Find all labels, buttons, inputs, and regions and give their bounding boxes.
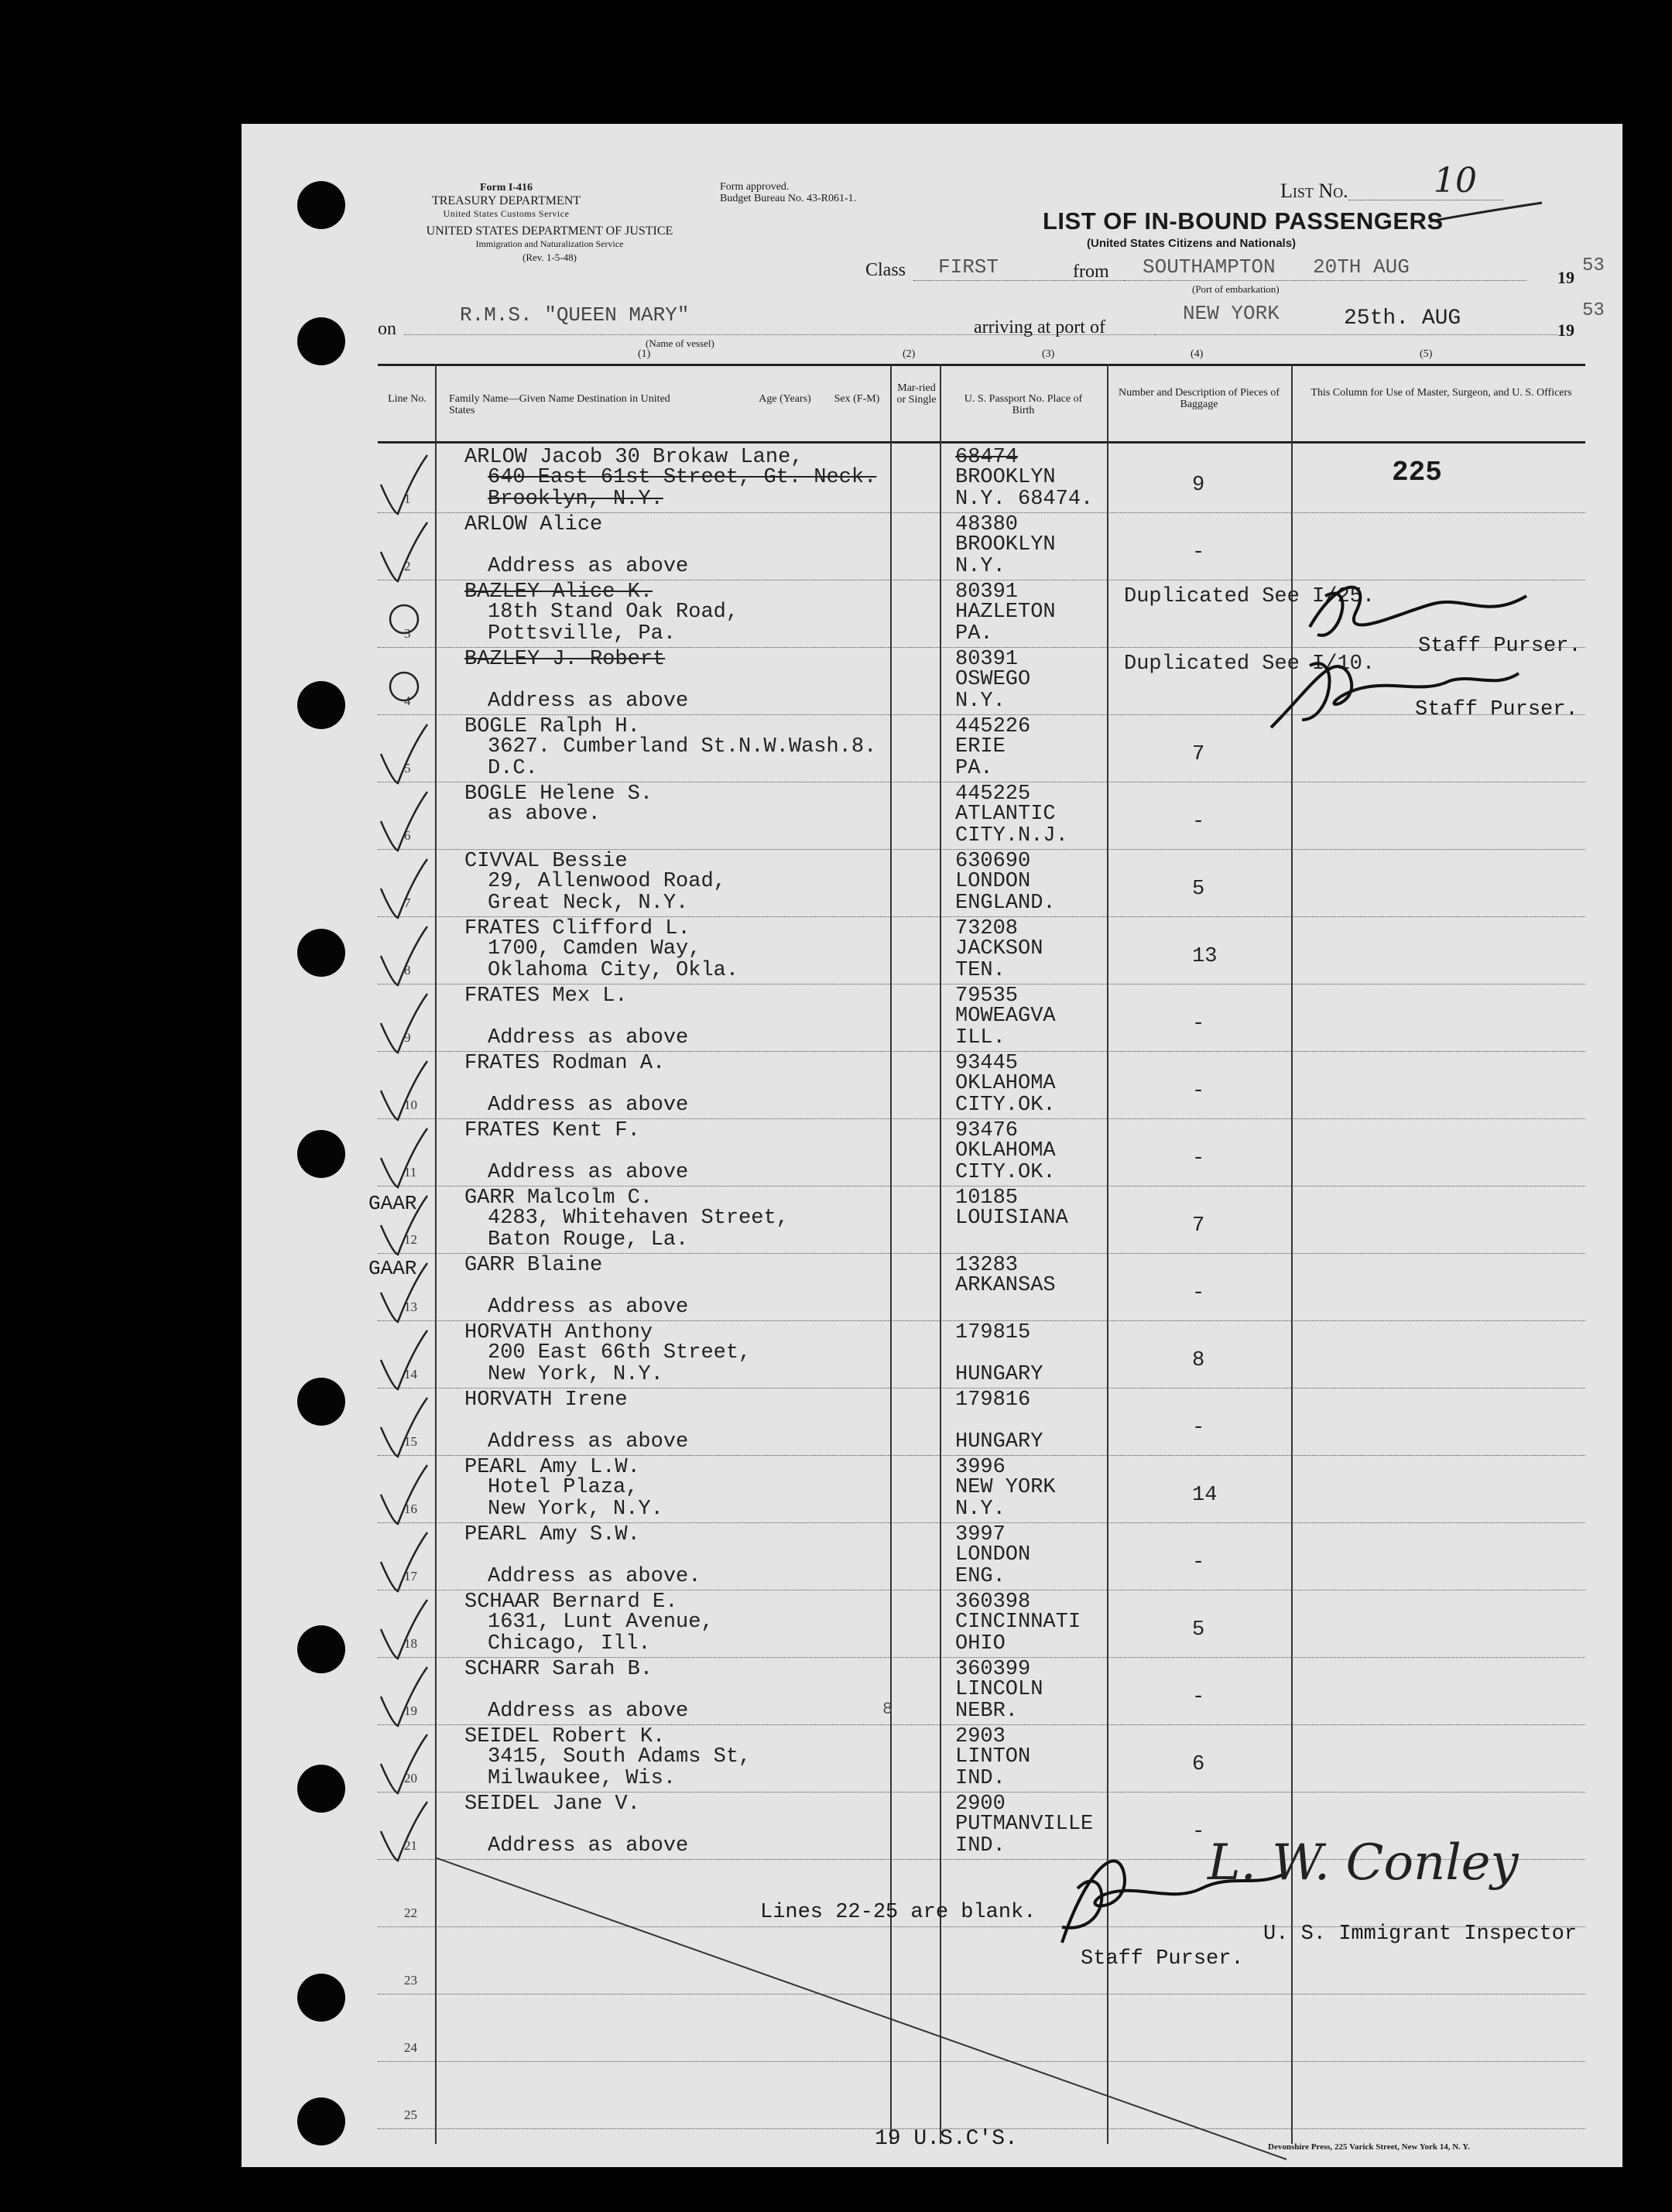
name-correction: GAAR xyxy=(368,1257,417,1280)
vessel-note: (Name of vessel) xyxy=(646,337,714,349)
birth-place: LONDON xyxy=(955,870,1031,893)
baggage-count: - xyxy=(1192,541,1205,564)
birth-place: OSWEGO xyxy=(955,668,1031,691)
passenger-name: GARR Malcolm C. xyxy=(464,1186,653,1210)
line-number: 18 xyxy=(404,1636,417,1651)
line-number: 5 xyxy=(404,761,411,776)
baggage-count: 13 xyxy=(1192,945,1218,968)
passport-number: 93445 xyxy=(955,1052,1019,1075)
address-line: 640 East 61st Street, Gt. Neck. xyxy=(488,466,877,489)
birth-place: IND. xyxy=(955,1834,1006,1858)
table-row xyxy=(242,1725,1622,1793)
birth-place: ILL. xyxy=(955,1026,1006,1050)
line-number: 4 xyxy=(404,693,411,708)
address-line: as above. xyxy=(488,803,601,826)
line-number: 8 xyxy=(404,963,411,978)
table-row xyxy=(242,850,1622,917)
check-mark xyxy=(373,588,435,650)
form-subtitle: (United States Citizens and Nationals) xyxy=(1087,237,1297,250)
address-line: Address as above xyxy=(488,1834,689,1858)
passenger-name: SCHAAR Bernard E. xyxy=(464,1591,678,1614)
class-label: Class xyxy=(865,260,906,280)
header-officers: This Column for Use of Master, Surgeon, and U. S. Officers xyxy=(1311,387,1572,399)
line-number: 23 xyxy=(404,1973,417,1988)
birth-place: NEW YORK xyxy=(955,1476,1056,1499)
check-mark xyxy=(373,1396,435,1458)
depart-date: 20TH AUG xyxy=(1313,255,1410,279)
staff-purser-note: Staff Purser. xyxy=(1415,698,1578,721)
passport-number: 48380 xyxy=(955,513,1019,536)
header-passport: U. S. Passport No. Place of Birth xyxy=(964,393,1083,416)
line-number: 24 xyxy=(404,2040,417,2055)
form-title: LIST OF IN-BOUND PASSENGERS xyxy=(1043,207,1444,235)
passenger-name: FRATES Kent F. xyxy=(464,1119,640,1142)
address-line: Address as above xyxy=(488,1161,689,1184)
baggage-count: 7 xyxy=(1192,1214,1205,1238)
from-label: from xyxy=(1073,262,1109,282)
address-line: Chicago, Ill. xyxy=(488,1632,651,1656)
address-line: Address as above xyxy=(488,1700,689,1723)
column-number: (1) xyxy=(638,348,651,360)
baggage-count: 7 xyxy=(1192,743,1205,766)
passenger-name: PEARL Amy L.W. xyxy=(464,1456,640,1479)
form-number: Form I-416 xyxy=(479,182,533,193)
inspector-signature: L. W. Conley xyxy=(1208,1834,1519,1892)
birth-place: LOUISIANA xyxy=(955,1207,1068,1230)
header-age: Age (Years) xyxy=(759,393,811,405)
printer-line: Devonshire Press, 225 Varick Street, New York 14, N. Y. xyxy=(1268,2142,1470,2152)
passenger-name: HORVATH Irene xyxy=(464,1388,628,1412)
address-line: Brooklyn, N.Y. xyxy=(488,488,663,511)
line-number: 11 xyxy=(404,1165,417,1180)
address-line: 1631, Lunt Avenue, xyxy=(488,1611,714,1634)
birth-place: HAZLETON xyxy=(955,601,1056,624)
line-number: 14 xyxy=(404,1367,417,1382)
table-row xyxy=(242,1186,1622,1254)
address-line: Address as above. xyxy=(488,1565,701,1588)
address-line: D.C. xyxy=(488,757,538,780)
address-line: Address as above xyxy=(488,555,689,578)
birth-place: JACKSON xyxy=(955,937,1043,960)
address-line: 1700, Camden Way, xyxy=(488,937,701,960)
table-row xyxy=(242,917,1622,984)
passport-number: 2903 xyxy=(955,1725,1006,1748)
passport-number: 3996 xyxy=(955,1456,1006,1479)
arriving-label: arriving at port of xyxy=(974,317,1105,337)
arrival-date: 25th. AUG xyxy=(1344,306,1461,330)
check-mark xyxy=(373,1598,435,1660)
passenger-name: SEIDEL Robert K. xyxy=(464,1725,666,1748)
check-mark xyxy=(373,925,435,987)
baggage-count: 5 xyxy=(1192,878,1205,901)
check-mark xyxy=(373,790,435,852)
passport-number: 360398 xyxy=(955,1591,1031,1614)
passenger-name: BAZLEY Alice K. xyxy=(464,580,653,604)
birth-place: CITY.OK. xyxy=(955,1094,1056,1117)
baggage-count: - xyxy=(1192,1012,1205,1036)
embark-note: (Port of embarkation) xyxy=(1192,283,1280,295)
birth-place: OHIO xyxy=(955,1632,1006,1656)
header-bottom-border xyxy=(378,441,1585,443)
passenger-name: GARR Blaine xyxy=(464,1254,603,1277)
baggage-count: - xyxy=(1192,1282,1205,1305)
address-line: Address as above xyxy=(488,1094,689,1117)
check-mark xyxy=(373,1666,435,1727)
birth-place: N.Y. xyxy=(955,555,1006,578)
passenger-name: BOGLE Helene S. xyxy=(464,782,653,806)
address-line: Great Neck, N.Y. xyxy=(488,892,689,915)
address-line: Pottsville, Pa. xyxy=(488,622,677,645)
arrival-year: 53 xyxy=(1582,300,1605,321)
check-mark xyxy=(373,1531,435,1593)
birth-place: ENG. xyxy=(955,1565,1006,1588)
passenger-name: PEARL Amy S.W. xyxy=(464,1523,640,1546)
birth-place: LONDON xyxy=(955,1543,1031,1567)
list-no-value: 10 xyxy=(1434,161,1477,200)
passport-number: 80391 xyxy=(955,580,1019,604)
birth-place: TEN. xyxy=(955,959,1006,982)
line-number: 19 xyxy=(404,1704,417,1718)
baggage-count: - xyxy=(1192,1820,1205,1844)
passport-number: 179816 xyxy=(955,1388,1031,1412)
passenger-name: SEIDEL Jane V. xyxy=(464,1793,640,1816)
address-line: 18th Stand Oak Road, xyxy=(488,601,739,624)
form-page xyxy=(242,124,1622,2167)
column-number: (4) xyxy=(1191,348,1204,360)
address-line: 29, Allenwood Road, xyxy=(488,870,726,893)
line-number: 6 xyxy=(404,828,411,843)
statute-note: 19 U.S.C'S. xyxy=(875,2127,1018,2151)
baggage-count: - xyxy=(1192,1416,1205,1440)
baggage-count: 14 xyxy=(1192,1484,1218,1507)
address-line: Oklahoma City, Okla. xyxy=(488,959,739,982)
birth-place: IND. xyxy=(955,1767,1006,1790)
passenger-name: SCHARR Sarah B. xyxy=(464,1658,653,1681)
baggage-count: 5 xyxy=(1192,1618,1205,1642)
address-line: Address as above xyxy=(488,1430,689,1454)
baggage-count: - xyxy=(1192,1080,1205,1103)
birth-place: PUTMANVILLE xyxy=(955,1813,1094,1836)
table-row xyxy=(242,1658,1622,1725)
check-mark xyxy=(373,1464,435,1525)
table-row xyxy=(242,1254,1622,1321)
budget-note: Budget Bureau No. 43-R061-1. xyxy=(720,193,857,204)
address-line: Baton Rouge, La. xyxy=(488,1228,689,1252)
address-line: Address as above xyxy=(488,1296,689,1319)
line-number: 20 xyxy=(404,1771,417,1786)
passport-number: 3997 xyxy=(955,1523,1006,1546)
birth-place: HUNGARY xyxy=(955,1363,1043,1386)
baggage-count: - xyxy=(1192,1551,1205,1574)
passenger-name: FRATES Rodman A. xyxy=(464,1052,666,1075)
punch-hole xyxy=(297,181,345,229)
table-row xyxy=(242,1052,1622,1119)
passenger-name: BOGLE Ralph H. xyxy=(464,715,640,738)
check-mark xyxy=(373,656,435,717)
column-number: (2) xyxy=(903,348,916,360)
immigration-heading: Immigration and Naturalization Service xyxy=(475,238,624,249)
approval-note: Form approved. xyxy=(720,181,790,193)
table-row xyxy=(242,1591,1622,1658)
line-number: 2 xyxy=(404,559,411,574)
line-number: 16 xyxy=(404,1501,417,1516)
birth-place: HUNGARY xyxy=(955,1430,1043,1454)
birth-place: ATLANTIC xyxy=(955,803,1056,826)
passport-number: 445225 xyxy=(955,782,1031,806)
passport-number: 93476 xyxy=(955,1119,1019,1142)
line-number: 13 xyxy=(404,1299,417,1314)
header-sex: Sex (F-M) xyxy=(834,393,880,405)
line-number: 9 xyxy=(404,1030,411,1045)
on-label: on xyxy=(378,319,396,339)
vessel-name: R.M.S. "QUEEN MARY" xyxy=(460,303,690,327)
line-number: 21 xyxy=(404,1838,417,1853)
list-no-stroke xyxy=(1426,198,1550,229)
blank-strike-line xyxy=(435,1858,1294,2167)
passenger-name: ARLOW Alice xyxy=(464,513,603,536)
line-number: 25 xyxy=(404,2108,417,2122)
passport-number: 445226 xyxy=(955,715,1031,738)
passport-number: 73208 xyxy=(955,917,1019,940)
passport-number: 179815 xyxy=(955,1321,1031,1344)
passport-number: 68474 xyxy=(955,446,1019,469)
line-number: 10 xyxy=(404,1097,417,1112)
address-line: 200 East 66th Street, xyxy=(488,1341,752,1365)
revision-note: (Rev. 1-5-48) xyxy=(522,252,577,263)
table-top-border xyxy=(378,364,1585,366)
table-row xyxy=(242,782,1622,850)
passport-number: 630690 xyxy=(955,850,1031,873)
baggage-count: - xyxy=(1192,810,1205,834)
arrival-port: NEW YORK xyxy=(1183,302,1280,325)
birth-place: LINTON xyxy=(955,1745,1031,1769)
passenger-name: FRATES Mex L. xyxy=(464,984,628,1008)
depart-year: 53 xyxy=(1582,255,1605,276)
header-baggage: Number and Description of Pieces of Baggage xyxy=(1119,387,1280,410)
passport-number: 13283 xyxy=(955,1254,1019,1277)
address-line: 3415, South Adams St, xyxy=(488,1745,752,1769)
list-no-label: List No. xyxy=(1280,180,1348,202)
check-mark xyxy=(373,454,435,515)
line-number: 1 xyxy=(404,491,411,506)
column-number: (5) xyxy=(1420,348,1433,360)
customs-heading: United States Customs Service xyxy=(443,208,570,219)
from-value: SOUTHAMPTON xyxy=(1143,255,1276,279)
line-number: 22 xyxy=(404,1906,417,1920)
depart-year-prefix: 19 xyxy=(1557,268,1574,287)
birth-place: N.Y. xyxy=(955,690,1006,713)
birth-place: OKLAHOMA xyxy=(955,1072,1056,1095)
address-line: Address as above xyxy=(488,690,689,713)
address-line: New York, N.Y. xyxy=(488,1498,663,1521)
check-mark xyxy=(373,1329,435,1391)
line-number: 15 xyxy=(404,1434,417,1449)
passenger-name: ARLOW Jacob 30 Brokaw Lane, xyxy=(464,446,803,469)
birth-place: N.Y. 68474. xyxy=(955,488,1094,511)
birth-place: PA. xyxy=(955,757,993,780)
staff-purser-note: Staff Purser. xyxy=(1418,635,1581,658)
staff-purser-note: Staff Purser. xyxy=(1081,1947,1244,1971)
check-mark xyxy=(373,1127,435,1189)
passport-number: 10185 xyxy=(955,1186,1019,1210)
birth-place: CITY.N.J. xyxy=(955,824,1068,847)
passenger-name: CIVVAL Bessie xyxy=(464,850,628,873)
check-mark xyxy=(373,723,435,785)
check-mark xyxy=(373,1060,435,1121)
class-value: FIRST xyxy=(938,255,999,279)
table-row xyxy=(242,1388,1622,1456)
passport-number: 79535 xyxy=(955,984,1019,1008)
birth-place: BROOKLYN xyxy=(955,466,1056,489)
line-number: 17 xyxy=(404,1569,417,1584)
justice-heading: UNITED STATES DEPARTMENT OF JUSTICE xyxy=(426,224,673,238)
address-line: 4283, Whitehaven Street, xyxy=(488,1207,789,1230)
check-mark xyxy=(373,1800,435,1862)
table-row xyxy=(242,1119,1622,1186)
arrival-line xyxy=(1155,334,1557,335)
birth-place: MOWEAGVA xyxy=(955,1005,1056,1028)
baggage-count: - xyxy=(1192,1147,1205,1170)
arrival-year-prefix: 19 xyxy=(1557,320,1574,340)
officer-number: 225 xyxy=(1392,457,1442,488)
address-line: New York, N.Y. xyxy=(488,1363,663,1386)
table-row xyxy=(242,984,1622,1052)
baggage-count: 9 xyxy=(1192,474,1205,497)
baggage-count: - xyxy=(1192,1686,1205,1709)
from-line xyxy=(1124,280,1526,281)
passenger-name: FRATES Clifford L. xyxy=(464,917,690,940)
address-line: Hotel Plaza, xyxy=(488,1476,639,1499)
margin-mark: 8 xyxy=(882,1700,893,1719)
purser-signature xyxy=(1263,642,1526,743)
blank-lines-note: Lines 22-25 are blank. xyxy=(760,1901,1036,1924)
check-mark xyxy=(373,858,435,919)
table-row xyxy=(242,1321,1622,1388)
table-row xyxy=(242,1523,1622,1591)
column-number: (3) xyxy=(1042,348,1055,360)
birth-place: ENGLAND. xyxy=(955,892,1056,915)
table-row xyxy=(242,1456,1622,1523)
address-line: 3627. Cumberland St.N.W.Wash.8. xyxy=(488,735,877,758)
birth-place: NEBR. xyxy=(955,1700,1019,1723)
duplicate-note: Duplicated See I/10. xyxy=(1124,652,1376,676)
birth-place: LINCOLN xyxy=(955,1678,1043,1701)
birth-place: CINCINNATI xyxy=(955,1611,1081,1634)
birth-place: OKLAHOMA xyxy=(955,1139,1056,1162)
birth-place: CITY.OK. xyxy=(955,1161,1056,1184)
line-number: 7 xyxy=(404,895,411,910)
baggage-count: 8 xyxy=(1192,1349,1205,1372)
header-line-no: Line No. xyxy=(388,393,427,405)
passport-number: 2900 xyxy=(955,1793,1006,1816)
inspector-title: U. S. Immigrant Inspector xyxy=(1263,1923,1578,1946)
birth-place: N.Y. xyxy=(955,1498,1006,1521)
passport-number: 80391 xyxy=(955,648,1019,671)
line-number: 3 xyxy=(404,626,411,641)
header-married: Mar-ried or Single xyxy=(896,382,937,406)
passenger-name: BAZLEY J. Robert xyxy=(464,648,666,671)
check-mark xyxy=(373,521,435,583)
birth-place: ERIE xyxy=(955,735,1006,758)
birth-place: ARKANSAS xyxy=(955,1274,1056,1297)
address-line: Address as above xyxy=(488,1026,689,1050)
baggage-count: 6 xyxy=(1192,1753,1205,1776)
punch-hole xyxy=(297,317,345,365)
passenger-name: HORVATH Anthony xyxy=(464,1321,653,1344)
passport-number: 360399 xyxy=(955,1658,1031,1681)
name-correction: GAAR xyxy=(368,1192,417,1215)
header-name: Family Name—Given Name Destination in United States xyxy=(449,393,670,416)
check-mark xyxy=(373,992,435,1054)
duplicate-note: Duplicated See I/25. xyxy=(1124,585,1376,608)
check-mark xyxy=(373,1733,435,1795)
address-line: Milwaukee, Wis. xyxy=(488,1767,677,1790)
birth-place: BROOKLYN xyxy=(955,533,1056,556)
line-number: 12 xyxy=(404,1232,417,1247)
birth-place: PA. xyxy=(955,622,993,645)
treasury-heading: TREASURY DEPARTMENT xyxy=(431,194,581,207)
